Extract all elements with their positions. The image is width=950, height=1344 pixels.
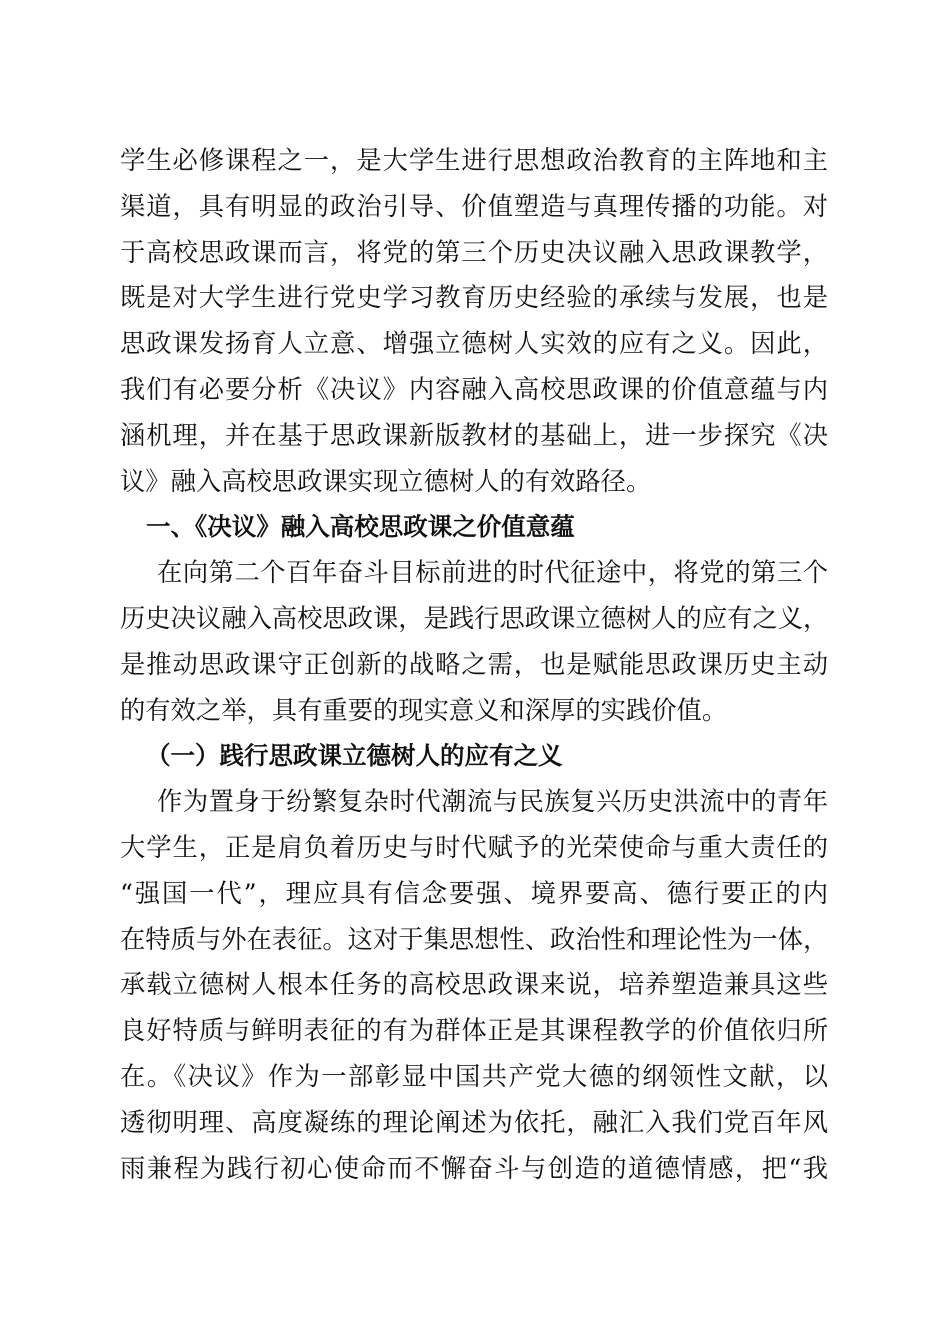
document-body — [120, 138, 828, 1191]
subsection-heading: （一）践行思政课立德树人的应有之义 — [146, 741, 563, 771]
paragraph-line: 透彻明理、高度凝练的理论阐述为依托，融汇入我们党百年风 — [120, 1107, 828, 1137]
paragraph-line: 良好特质与鲜明表征的有为群体正是其课程教学的价值依归所 — [120, 1016, 828, 1046]
paragraph-line: 渠道，具有明显的政治引导、价值塑造与真理传播的功能。对 — [120, 191, 828, 221]
paragraph-line: 在向第二个百年奋斗目标前进的时代征途中，将党的第三个 — [157, 558, 828, 588]
paragraph-line: 议》融入高校思政课实现立德树人的有效路径。 — [120, 466, 652, 496]
paragraph-line: 大学生，正是肩负着历史与时代赋予的光荣使命与重大责任的 — [120, 832, 828, 862]
paragraph-line: 我们有必要分析《决议》内容融入高校思政课的价值意蕴与内 — [120, 374, 828, 404]
paragraph-line: 的有效之举，具有重要的现实意义和深厚的实践价值。 — [120, 695, 728, 725]
paragraph-line: 承载立德树人根本任务的高校思政课来说，培养塑造兼具这些 — [120, 970, 828, 1000]
paragraph-line: 在。《决议》作为一部彰显中国共产党大德的纲领性文献，以 — [120, 1061, 828, 1091]
section-heading: 一、《决议》融入高校思政课之价值意蕴 — [146, 512, 575, 542]
paragraph-line: 于高校思政课而言，将党的第三个历史决议融入思政课教学， — [120, 237, 828, 267]
paragraph-line: 涵机理，并在基于思政课新版教材的基础上，进一步探究《决 — [120, 420, 828, 450]
paragraph-line: 雨兼程为践行初心使命而不懈奋斗与创造的道德情感，把“我 — [120, 1153, 828, 1183]
paragraph-line: 是推动思政课守正创新的战略之需，也是赋能思政课历史主动 — [120, 649, 828, 679]
paragraph-line: 历史决议融入高校思政课，是践行思政课立德树人的应有之义， — [120, 603, 829, 633]
paragraph-line: 学生必修课程之一，是大学生进行思想政治教育的主阵地和主 — [120, 146, 828, 175]
paragraph-line: “强国一代”，理应具有信念要强、境界要高、德行要正的内 — [120, 878, 828, 908]
paragraph-line: 思政课发扬育人立意、增强立德树人实效的应有之义。因此， — [120, 329, 828, 359]
paragraph-line: 在特质与外在表征。这对于集思想性、政治性和理论性为一体， — [120, 924, 829, 954]
paragraph-line: 作为置身于纷繁复杂时代潮流与民族复兴历史洪流中的青年 — [157, 787, 828, 817]
paragraph-line: 既是对大学生进行党史学习教育历史经验的承续与发展，也是 — [120, 283, 828, 313]
